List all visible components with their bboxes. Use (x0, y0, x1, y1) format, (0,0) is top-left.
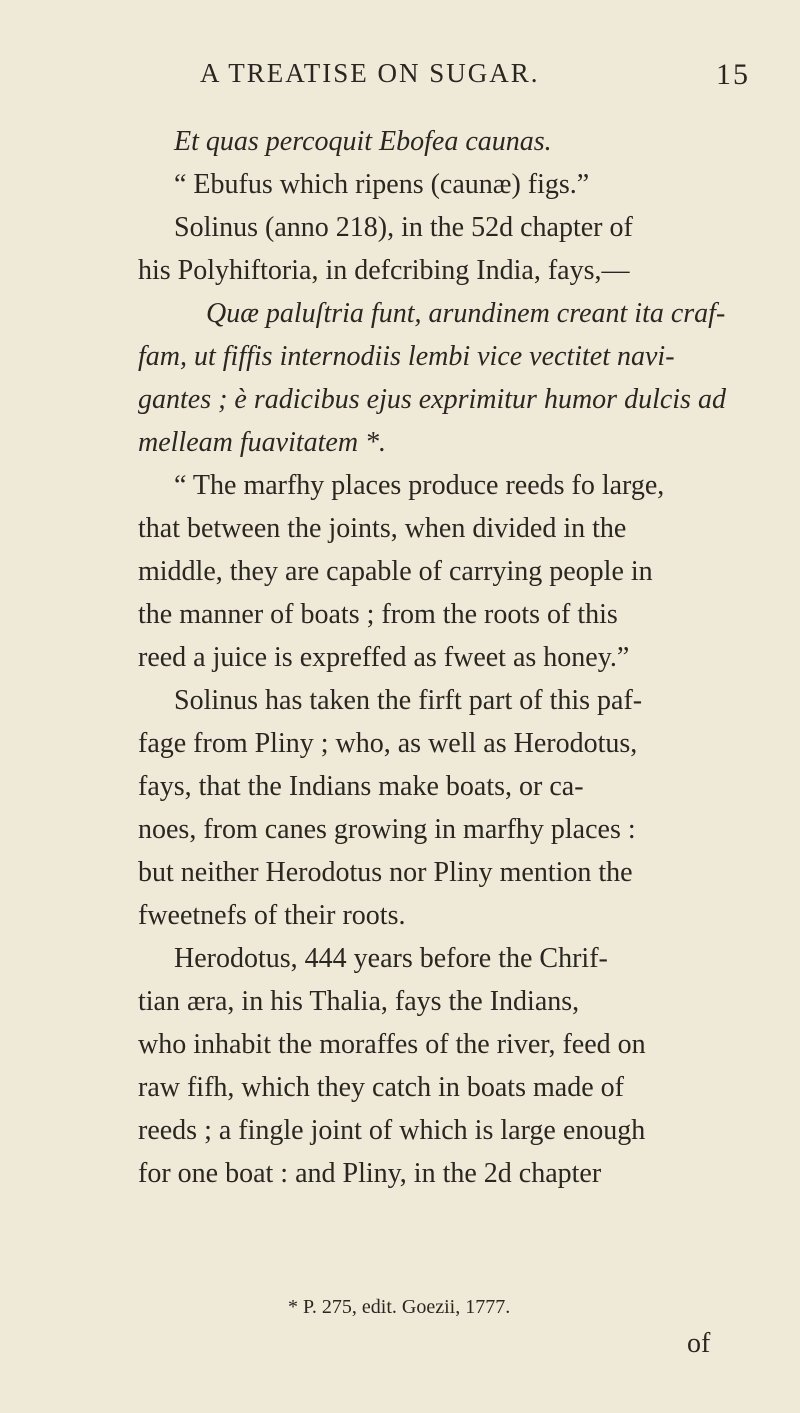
text-line: Solinus has taken the firft part of this paf- (174, 685, 643, 716)
running-title: A TREATISE ON SUGAR. (200, 58, 540, 88)
text-line: “ The marfhy places produce reeds fo large, (174, 470, 665, 501)
text-line: fam, ut fiffis internodiis lembi vice vectitet navi- (138, 341, 675, 372)
text-line: reed a juice is expreffed as fweet as honey.” (138, 642, 630, 673)
text-line: “ Ebufus which ripens (caunæ) figs.” (174, 169, 590, 200)
body-text (138, 120, 768, 1195)
text-line: fweetnefs of their roots. (138, 900, 406, 931)
text-line: fage from Pliny ; who, as well as Herodotus, (138, 728, 638, 759)
text-line: Quæ paluſtria funt, arundinem creant ita craf- (206, 298, 726, 329)
footnote: * P. 275, edit. Goezii, 1777. (288, 1296, 511, 1318)
text-line: gantes ; è radicibus ejus exprimitur humor dulcis ad (138, 384, 726, 415)
text-line: the manner of boats ; from the roots of this (138, 599, 618, 630)
text-line: tian æra, in his Thalia, fays the Indians, (138, 986, 580, 1017)
text-line: Solinus (anno 218), in the 52d chapter of (174, 212, 633, 243)
text-line: for one boat : and Pliny, in the 2d chapter (138, 1158, 602, 1189)
page-number: 15 (716, 58, 750, 91)
text-line: Et quas percoquit Ebofea caunas. (174, 126, 552, 157)
text-line: melleam fuavitatem *. (138, 427, 387, 458)
text-line: Herodotus, 444 years before the Chrif- (174, 943, 608, 974)
text-line: reeds ; a fingle joint of which is large enough (138, 1115, 646, 1146)
text-line: middle, they are capable of carrying people in (138, 556, 653, 587)
text-line: fays, that the Indians make boats, or ca- (138, 771, 584, 802)
text-line: that between the joints, when divided in the (138, 513, 627, 544)
text-line: but neither Herodotus nor Pliny mention the (138, 857, 633, 888)
catchword: of (687, 1328, 711, 1359)
text-line: his Polyhiftoria, in defcribing India, fays,— (138, 255, 630, 286)
text-line: noes, from canes growing in marfhy places : (138, 814, 636, 845)
running-header (200, 58, 750, 98)
text-line: who inhabit the moraffes of the river, feed on (138, 1029, 646, 1060)
text-line: raw fifh, which they catch in boats made of (138, 1072, 624, 1103)
